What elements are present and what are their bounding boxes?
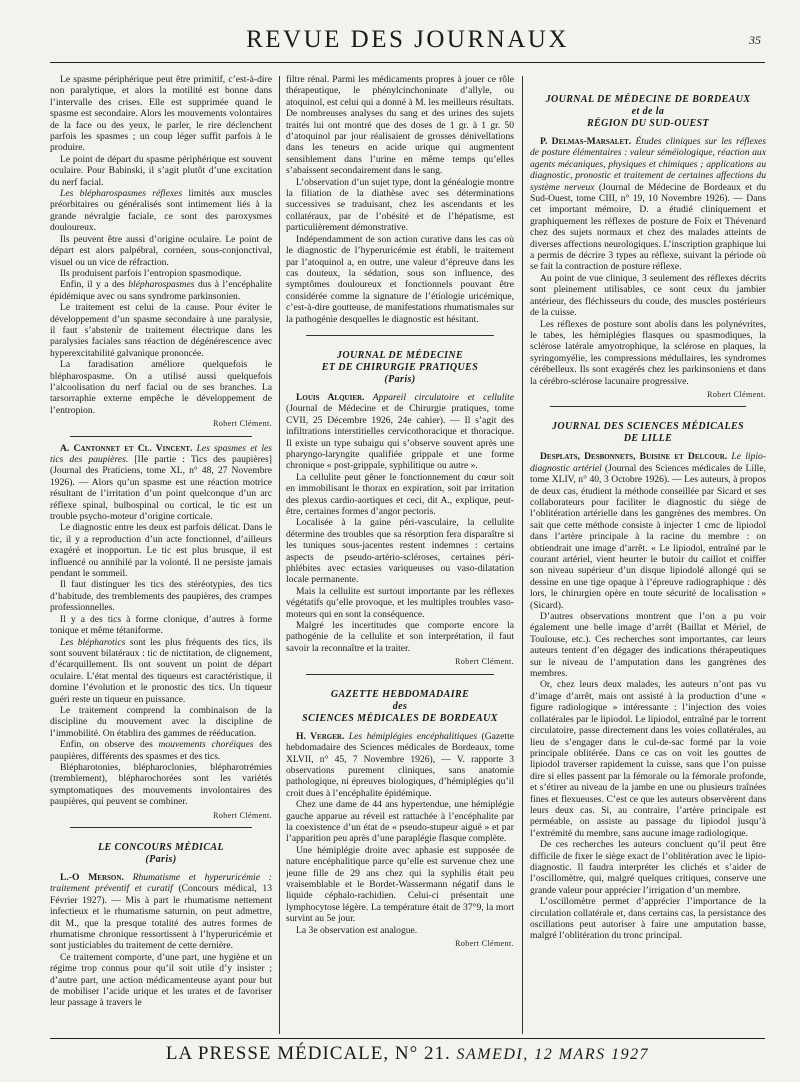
paragraph (50, 279, 272, 302)
journal-city: DE LILLE (623, 433, 673, 445)
paragraph: filtre rénal. Parmi les médicaments propres à jouer ce rôle thérapeutique, le phénylcinchoninate d’allyle, ou atoquinol, est celui qui a donné à M. les meilleurs résultats. De nombreuses analyses du sang et des urines des sujets traités lui ont montré que des doses de 1 gr. à 1 gr. 50 d’atoquinol par jour réalisaient de grosses dénivellations dans les teneurs en acide urique qui augmentent sensiblement dans l’urine en même temps qu’elles s’abaissent secondairement dans le sang. (286, 74, 514, 177)
paragraph: La faradisation améliore quelquefois le blépharospasme. On a utilisé aussi quelquefois l’alcoolisation du nerf facial ou de ses branches. La tarsorraphie externe empêche le développement de l’entropion. (50, 359, 272, 416)
article-lead (530, 451, 766, 611)
article-body: (Journal des Sciences médicales de Lille, tome XLIV, n° 40, 3 Octobre 1926). — Les auteurs, à propos de deux cas, étudient la méthode conseillée par Sicard et ses collaborateurs pour faciliter le diagnostic du siège de l’oblitération artérielle dans les gangrènes des membres. On sait que cette méthode consiste à injecter 1 cmc de lipiodol dans l’artère principale à la racine du membre : on obtiendrait une image d’arrêt. « Le lipiodol, entraîné par le courant artériel, vient heurter le butoir du caillot et coiffer son niveau supérieur d’un disque lipiodolé allongé qui se dessine en une tige opaque à l’épreuve radiographique : dès lors, le chirurgien opère en toute sécurité de localisation » (Sicard). (530, 462, 766, 611)
article-author: H. Verger. (296, 730, 345, 742)
journal-name: JOURNAL DES SCIENCES MÉDICALES (552, 421, 744, 433)
journal-name: LE CONCOURS MÉDICAL (98, 842, 224, 853)
journal-name-connector: des (392, 700, 408, 712)
column-divider (279, 76, 280, 1034)
article-separator (306, 674, 494, 675)
header-rule (50, 62, 765, 63)
article-lead (50, 872, 272, 952)
paragraph: Le traitement comprend la combinaison de la discipline du mouvement avec la discipline de l’immobilité. On établira des gammes de rééducation. (50, 704, 272, 739)
page-title: REVUE DES JOURNAUX (246, 26, 569, 53)
article-title: Les hémiplégies encéphalitiques (344, 730, 478, 742)
signature: Robert Clément. (213, 419, 272, 429)
footer-rule (50, 1038, 765, 1039)
emphasis: blépharospasmes (128, 279, 195, 291)
paragraph: Mais la cellulite est surtout importante par les réflexes végétatifs qu’elle provoque, et les multiples troubles vaso-moteurs qui en sont la conséquence. (286, 585, 514, 620)
paragraph: Chez une dame de 44 ans hypertendue, une hémiplégie gauche apparue au réveil est rattachée à l’encéphalite par la coexistence d’un état de « pseudo-stupeur aiguë » et par l’apparition peu après d’une paraplégie flasque complète. (286, 799, 514, 845)
paragraph: Indépendamment de son action curative dans les cas où le diagnostic de l’hyperuricémie est établi, le traitement par l’atoquinol a, en outre, une valeur d’épreuve dans les cas douteux, la sédation, sous son influence, des symptômes douloureux et fonctionnels pouvant être considérée comme la signature de l’étiologie uricémique, c’est-à-dire goutteuse, de manifestations rhumatismales sur la pathogénie desquelles le diagnostic est hésitant. (286, 233, 514, 325)
paragraph: L’oscillomètre permet d’apprécier l’importance de la circulation collatérale et, dans certains cas, la persistance des oscillations peut autoriser à faire une amputation basse, malgré l’oblitération du tronc principal. (530, 896, 766, 942)
journal-heading (530, 421, 766, 445)
article-title: Études cliniques sur les réflexes de posture élémentaires : valeur séméiologique, réaction aux agents mécaniques, physiques et chimiques ; applications au diagnostic, pronostic et traitement de certaines affections du système nerveux (530, 136, 766, 193)
journal-name: JOURNAL DE MÉDECINE DE BORDEAUX (545, 94, 751, 105)
article-body: (Concours médical, 13 Février 1927). — Mis à part le rhumatisme nettement infectieux et le rhumatisme saturnin, on peut admettre, dit M., que la presque totalité des autres formes de rhumatisme chronique ressortissent à l’hyperuricémie et sont justiciables du traitement de cette dernière. (50, 883, 272, 952)
paragraph-text: dus à l’encéphalite épidémique avec ou sans syndrome parkinsonien. (50, 279, 272, 302)
journal-name-line3: SCIENCES MÉDICALES DE BORDEAUX (302, 712, 498, 724)
paragraph: Une hémiplégie droite avec aphasie est supposée de nature encéphalitique parce qu’elle est survenue chez une jeune fille de 29 ans chez qui la syphilis était peu vraisemblable et le Bordet-Wassermann négatif dans le liquide céphalo-rachidien. Celui-ci présentait une lymphocytose légère. La température était de 37°9, la mort survint au 5e jour. (286, 844, 514, 925)
page-number: 35 (749, 33, 761, 47)
paragraph: Le traitement est celui de la cause. Pour éviter le développement d’un spasme secondaire à une paralysie, il faut s’abstenir de traitement électrique dans les paralysies faciales sans réaction de dégénérescence avec hyperexcitabilité galvanique prononcée. (50, 302, 272, 359)
paragraph (50, 637, 272, 705)
paragraph-text: Enfin, il y a des (60, 279, 129, 291)
paragraph: Ce traitement comporte, d’une part, une hygiène et un régime trop connus pour qu’il soit utile d’y insister ; d’autre part, une action médicamenteuse ayant pour but de mobiliser l’acide urique et les urates et de favoriser leur passage à travers le (50, 951, 272, 1009)
paragraph: Blépharotonies, blépharoclonies, blépharotrémies (tremblement), blépharochorées sont les variétés symptomatiques des mouvements involontaires des paupières, qui peuvent se combiner. (50, 761, 272, 808)
article-title: Appareil circulatoire et cellulite (364, 391, 514, 403)
journal-name-connector: et de la (631, 106, 665, 117)
article-author: L.-O Merson. (60, 872, 124, 883)
article-body: (Journal de Médecine et de Chirurgie pratiques, tome CVII, 25 Décembre 1926, 24e cahier). — Il s’agit des infiltrations interstitielles cervicothoracique et thoracique. Il existe un type subaigu qui s’observe souvent après une pharyngo-laryngite qualifiée grippale et une forme chronique « post-grippale, syphilitique ou autre ». (286, 403, 514, 472)
paragraph: La cellulite peut gêner le fonctionnement du cœur soit en immobilisant le thorax en expiration, soit par irritation des plexus cardio-aortiques et ceci, dit A., explique, peut-être, certaines formes d’angor pectoris. (286, 471, 514, 517)
footer-title: LA PRESSE MÉDICALE, N° 21. (165, 1043, 451, 1064)
paragraph: Le point de départ du spasme périphérique est souvent oculaire. Pour Babinski, il s’agit plutôt d’une excitation du nerf facial. (50, 153, 272, 188)
paragraph: La 3e observation est analogue. (296, 924, 418, 936)
page-footer (50, 1043, 765, 1065)
article-body: (Gazette hebdomadaire des Sciences médicales de Bordeaux, tome XLVII, n° 45, 7 Novembre 1926), — V. rapporte 3 observations purement cliniques, sans anatomie pathologique, ni épreuves biologiques, d’hémiplégies qu’il croit dues à l’encéphalite épidémique. (286, 730, 514, 799)
paragraph: Ils produisent parfois l’entropion spasmodique. (60, 267, 242, 279)
article-author: Desplats, Desbonnets, Buisine et Delcour. (540, 451, 728, 463)
paragraph: Il y a des tics à forme clonique, d’autres à forme tonique et même tétaniforme. (50, 613, 272, 637)
article-author: P. Delmas-Marsalet. (540, 136, 632, 147)
emphasis: Les blépharotics (60, 636, 126, 648)
paragraph (50, 739, 272, 762)
emphasis: mouvements choréiques (158, 739, 254, 751)
article-separator (550, 406, 746, 407)
journal-name-line3: RÉGION DU SUD-OUEST (586, 118, 710, 129)
article-separator (70, 827, 252, 828)
paragraph: Le spasme périphérique peut être primitif, c’est-à-dire non paralytique, et alors la motilité est bonne dans l’intervalle des crises. Elle est supprimée quand le spasme est secondaire. Alors les mouvements volontaires de la face ou des yeux, le parler, le rire déclenchent parfois les spasmes ; un coup léger suffit parfois à le produire. (50, 74, 272, 154)
paragraph: L’observation d’un sujet type, dont la généalogie montre la filiation de la diathèse avec ses déterminations successives se traduisant, chez les ascendants et les collatéraux, par de l’obésité et de l’hépatisme, est particulièrement démonstrative. (286, 176, 514, 234)
article-lead (286, 731, 514, 799)
article-lead (50, 443, 272, 523)
journal-name: GAZETTE HEBDOMADAIRE (330, 688, 470, 700)
paragraph: Ils peuvent être aussi d’origine oculaire. Le point de départ est alors palpébral, cornéen, sous-conjonctival, visuel ou un vice de réfraction. (50, 233, 272, 268)
article-title: Les spasmes et les tics des paupières. (50, 442, 272, 465)
paragraph: Il faut distinguer les tics des stéréotypies, des tics d’habitude, des tremblements des paupières, des crampes professionnelles. (50, 579, 272, 614)
emphasis: Les blépharospasmes réflexes (60, 188, 183, 200)
journal-heading (286, 350, 514, 386)
article-author: A. Cantonnet et Cl. Vincent. (60, 442, 193, 454)
article-separator (306, 335, 494, 336)
article-author: Louis Alquier. (296, 391, 365, 403)
article-title: Le lipio-diagnostic artériel (530, 451, 766, 474)
article-lead (530, 136, 766, 273)
column-divider (522, 76, 523, 1034)
paragraph-text: limités aux muscles préorbitaires ou généralisés sont intimement liés à la grande névralgie faciale, ce sont des paroxysmes douloureux. (50, 188, 272, 234)
article-body: (Journal de Médecine de Bordeaux et du Sud-Ouest, tome CIII, n° 19, 10 Novembre 1926). — Dans cet important mémoire, D. a étudié cliniquement et graphiquement les réflexes de posture de Foix et Thévenard chez des sujets normaux et chez des malades atteints de diverses affections neurologiques. L’inscription graphique lui a permis de décrire 3 types au réflexe, suivant la période où se fait la contraction de posture réflexe. (530, 181, 766, 273)
paragraph: Les réflexes de posture sont abolis dans les polynévrites, le tabes, les hémiplégies flasques ou spasmodiques, la sclérose latérale amyotrophique, la sclérose en plaques, la syringomyélie, les compressions médullaires, les syndromes cérébelleux. Ils sont exagérés chez les parkinsoniens et dans la cérébro-sclérose lacunaire progressive. (530, 318, 766, 387)
signature: Robert Clément. (455, 939, 514, 948)
paragraph (50, 188, 272, 234)
paragraph: Or, chez leurs deux malades, les auteurs n’ont pas vu d’image d’arrêt, mais ont assisté à la production d’une « figure radiologique » intéressante : l’injection des voies collatérales par le lipiodol. Le lipiodol, entraîné par le torrent circulatoire, passe directement dans les voies collatérales, au lieu de s’engager dans le cul-de-sac formé par la voie principale oblitérée. Dans ce cas on voit les gouttes de lipiodol traverser rapidement la cuisse, sans que l’on puisse dire si elles passent par la fémorale ou la fémorale profonde, et s’étirer au niveau de la jambe en une ou plusieurs traînées fines et flexueuses. C’est ce que les auteurs observèrent dans leurs deux cas. Si, au contraire, l’artère principale est perméable, on assiste au passage du lipiodol jusqu’à l’extrémité du membre, sans aucune image radiologique. (530, 679, 766, 839)
paragraph: Au point de vue clinique, 3 seulement des réflexes décrits sont pleinement utilisables, ce sont ceux du jambier antérieur, des fléchisseurs du coude, des muscles postérieurs de la cuisse. (530, 272, 766, 319)
journal-name: JOURNAL DE MÉDECINE (336, 349, 464, 361)
article-body: [IIe partie : Tics des paupières] (Journal des Praticiens, tome XL, n° 48, 27 Novembre 1926). — Alors qu’un spasme est une réaction motrice résultant de l’irritation d’un point quelconque d’un arc réflexe spinal, bulbospinal ou cortical, le tic est un trouble psycho-moteur d’origine corticale. (50, 454, 272, 523)
journal-name-line2: ET DE CHIRURGIE PRATIQUES (321, 361, 479, 373)
journal-city: (Paris) (145, 854, 177, 865)
signature: Robert Clément. (707, 389, 766, 399)
paragraph: D’autres observations montrent que l’on a pu voir également une belle image d’arrêt (Baillat et Mériel, de Toulouse, etc.). Ces recherches sont importantes, car leurs auteurs tentent d’en dégager des indications thérapeutiques sur le niveau de l’amputation dans les gangrènes des membres. (530, 611, 766, 680)
running-head (50, 26, 765, 60)
paragraph-text: sont les plus fréquents des tics, ils sont souvent bilatéraux : tic de nictitation, de clignement, d’écarquillement. Ils ont souvent un point de départ oculaire. L’état mental des tiqueurs est caractéristique, il domine l’évolution et le pronostic des tics. Un tiqueur guéri reste un tiqueur en puissance. (50, 636, 272, 705)
paragraph: Le diagnostic entre les deux est parfois délicat. Dans le tic, il y a reproduction d’un acte fonctionnel, d’ailleurs exagéré et inopportun. Le tic est plus brusque, il est influencé ou annihilé par la volonté. Il ne persiste jamais pendant le sommeil. (50, 522, 272, 580)
journal-heading (530, 94, 766, 130)
paragraph-text: Enfin, on observe des (60, 739, 159, 751)
column-left (50, 74, 272, 1034)
journal-heading (286, 689, 514, 725)
paragraph: Malgré les incertitudes que comporte encore la pathogénie de la cellulite et son interprétation, il faut savoir la reconnaître et la traiter. (286, 620, 514, 654)
footer-date: SAMEDI, 12 MARS 1927 (456, 1046, 650, 1063)
article-separator (70, 436, 252, 437)
paragraph-text: des paupières, différents des spasmes et des tics. (50, 739, 272, 762)
article-lead (286, 392, 514, 472)
journal-city: (Paris) (384, 373, 416, 385)
article-title: Rhumatisme et hyperuricémie : traitement préventif et curatif (50, 872, 272, 895)
paragraph: De ces recherches les auteurs concluent qu’il peut être difficile de fixer le siège exact de l’oblitération avec le lipio-diagnostic. Il faudra interpréter les clichés et s’aider de l’oscillomètre, qui, malgré quelques critiques, conserve une grande valeur pour apprécier l’irrigation d’un membre. (530, 839, 766, 896)
column-right (530, 74, 766, 1034)
signature: Robert Clément. (213, 810, 272, 820)
paragraph: Localisée à la gaine péri-vasculaire, la cellulite détermine des troubles que sa résorption fera disparaître si les tuniques sous-jacentes restent indemnes : certains aspects de pseudo-artério-scléroses, certaines péri-phlébites avec ectasies variqueuses ou vaso-dilatation locale permanente. (286, 517, 514, 586)
journal-heading (50, 842, 272, 866)
column-middle (286, 74, 514, 1034)
signature: Robert Clément. (455, 657, 514, 667)
